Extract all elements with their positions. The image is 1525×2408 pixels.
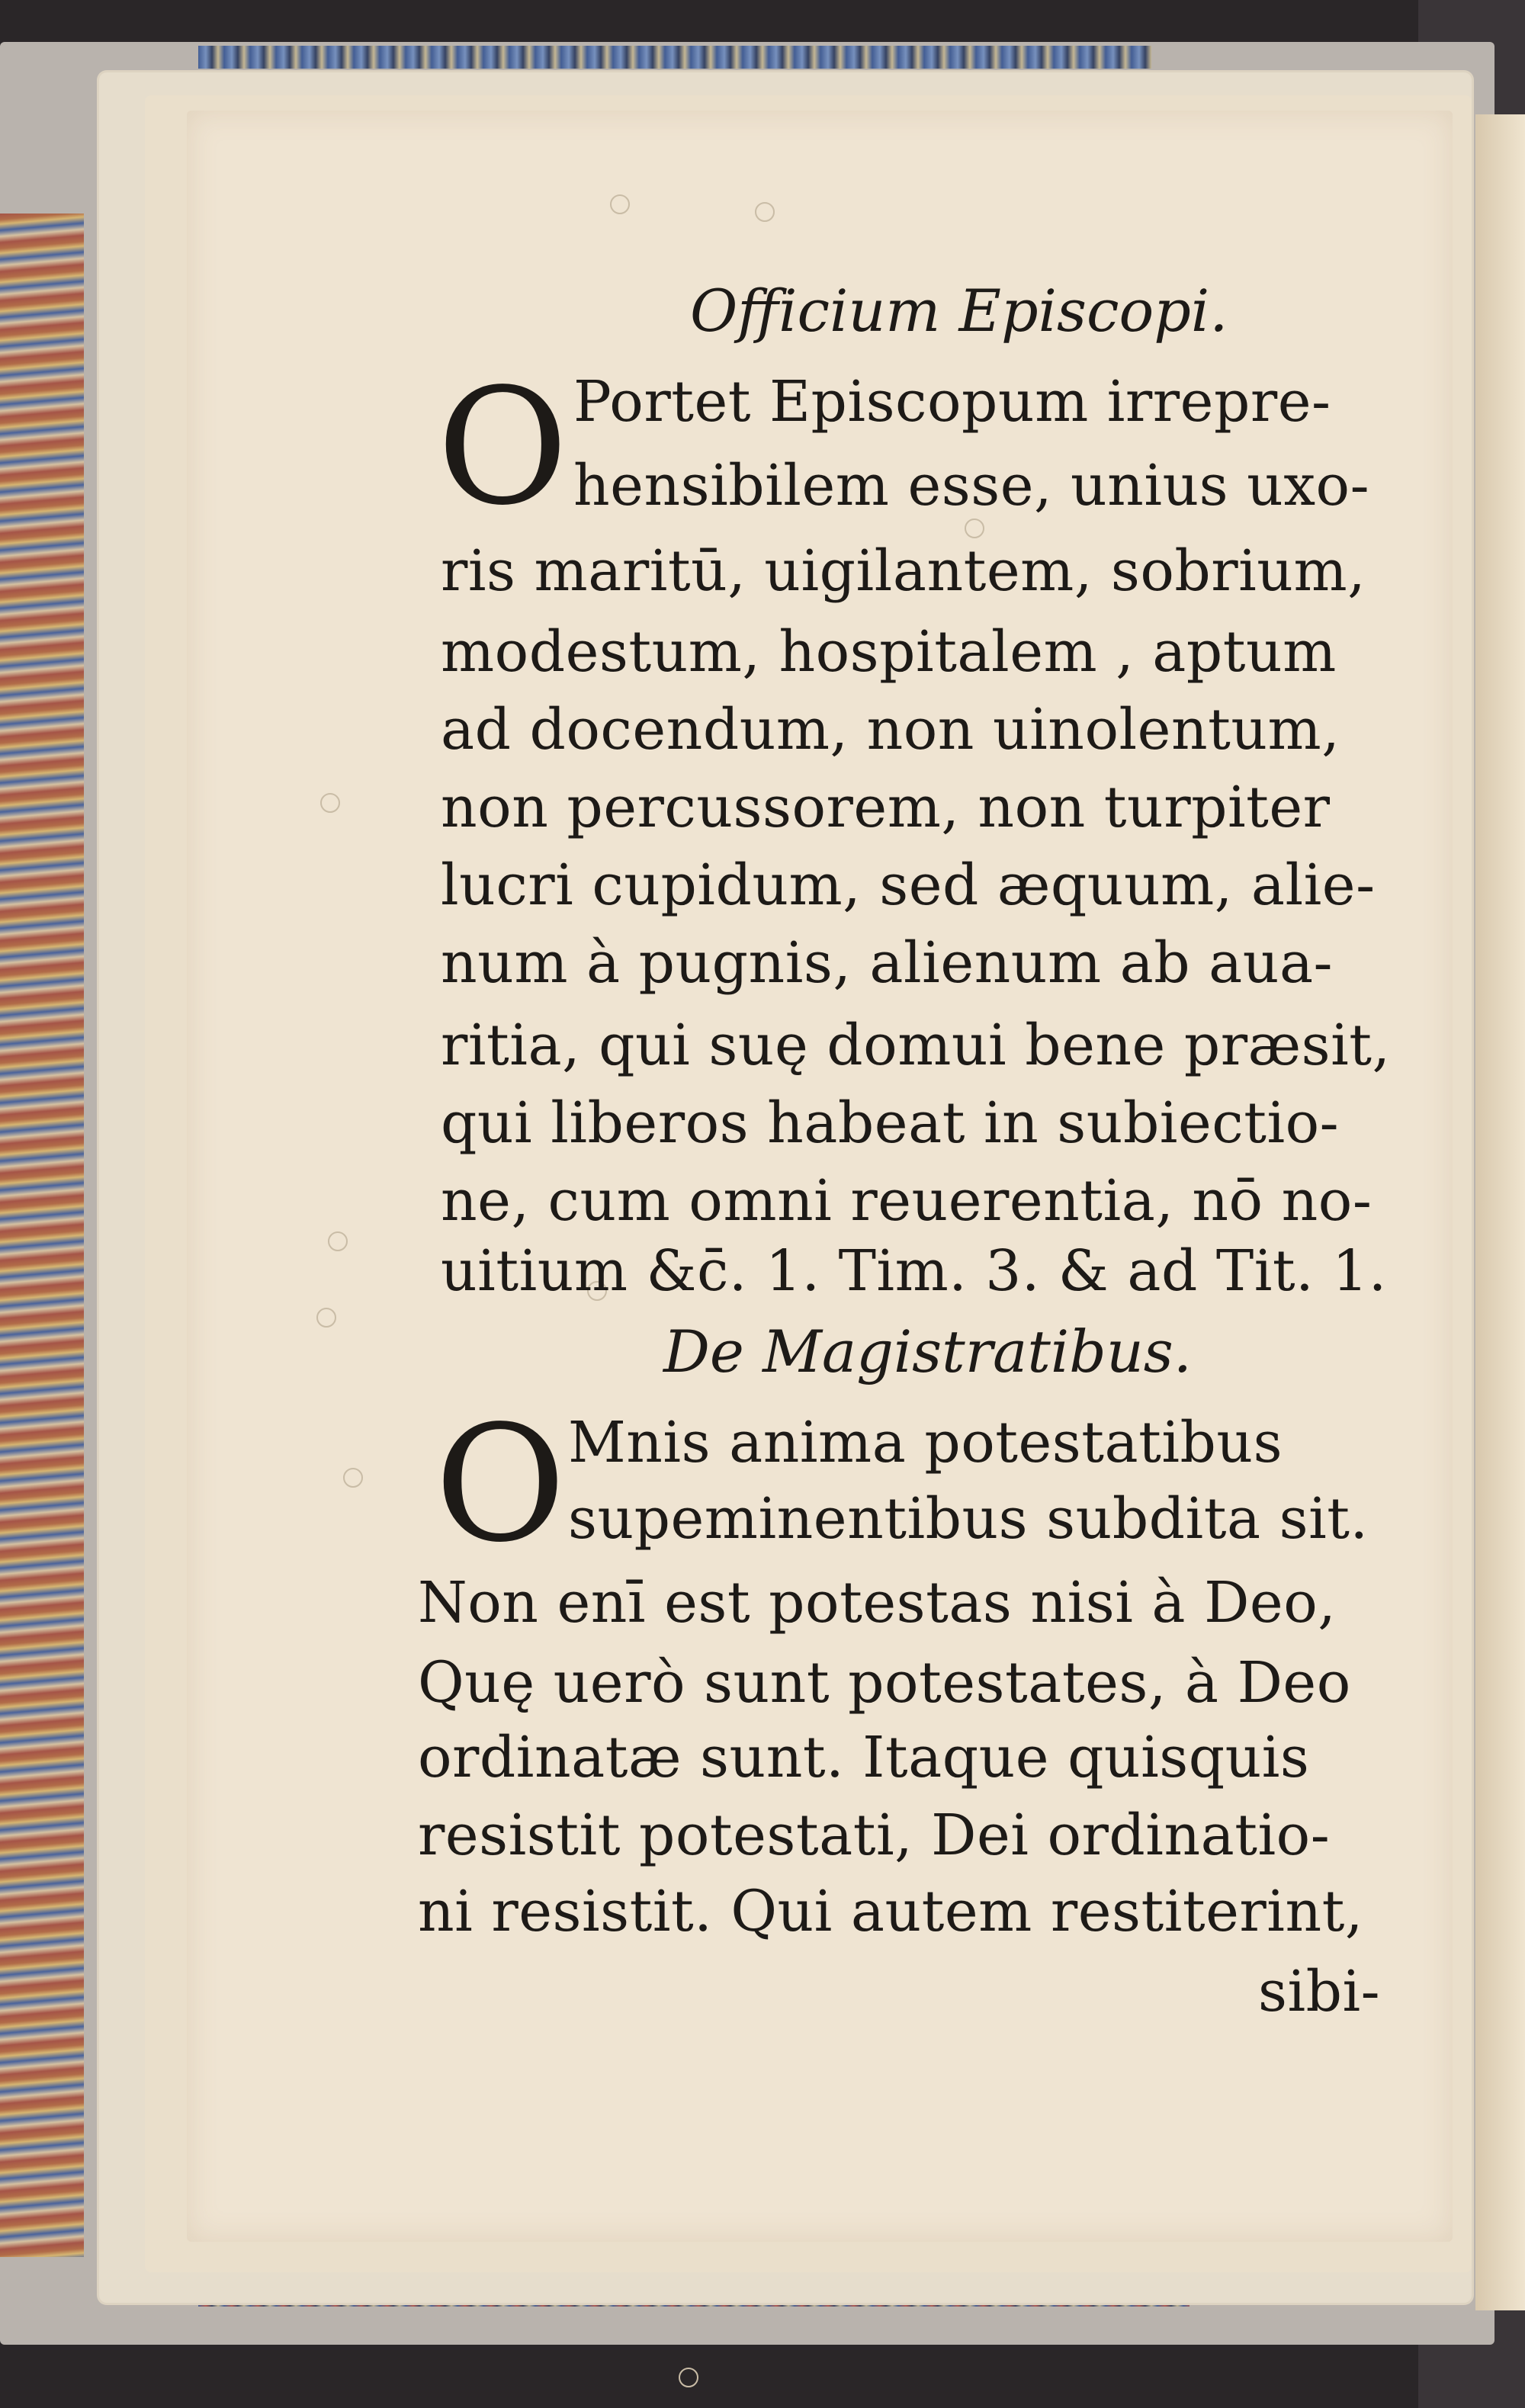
text-line: non percussorem, non turpiter — [441, 775, 1331, 840]
text-line: Portet Episcopum irrepre- — [573, 369, 1331, 435]
catchword: sibi- — [1258, 1959, 1381, 2024]
text-line: hensibilem esse, unius uxo- — [573, 453, 1370, 519]
text-line: ne, cum omni reuerentia, nō no- — [441, 1168, 1372, 1234]
text-line: ritia, qui suę domui bene præsit, — [441, 1013, 1391, 1078]
text-line: uitium &c̄. 1. Tim. 3. & ad Tit. 1. — [441, 1238, 1387, 1304]
text-line: resistit potestati, Dei ordinatio- — [418, 1803, 1331, 1868]
text-line: qui liberos habeat in subiectio- — [441, 1090, 1340, 1156]
text-line: Mnis anima potestatibus — [568, 1410, 1283, 1475]
text-line: num à pugnis, alienum ab aua- — [441, 930, 1334, 996]
text-line: ad docendum, non uinolentum, — [441, 697, 1340, 763]
text-line: supeminentibus subdita sit. — [568, 1486, 1369, 1552]
section-heading-officium-episcopi: Officium Episcopi. — [690, 277, 1228, 345]
drop-cap-2: O — [435, 1391, 567, 1578]
facing-page-edge — [1475, 114, 1525, 2310]
drop-cap-1: O — [437, 354, 569, 541]
text-line: ordinatæ sunt. Itaque quisquis — [418, 1725, 1310, 1790]
text-line: Quę uerò sunt potestates, à Deo — [418, 1650, 1351, 1716]
marbled-edge-left — [0, 214, 84, 2257]
text-line: ris maritū, uigilantem, sobrium, — [441, 538, 1366, 604]
text-line: lucri cupidum, sed æquum, alie- — [441, 852, 1376, 918]
text-line: modestum, hospitalem , aptum — [441, 619, 1337, 685]
text-line: ni resistit. Qui autem restiterint, — [418, 1879, 1363, 1944]
marbled-edge-top — [198, 46, 1151, 69]
text-line: Non enī est potestas nisi à Deo, — [418, 1570, 1337, 1636]
section-heading-de-magistratibus: De Magistratibus. — [663, 1318, 1192, 1385]
